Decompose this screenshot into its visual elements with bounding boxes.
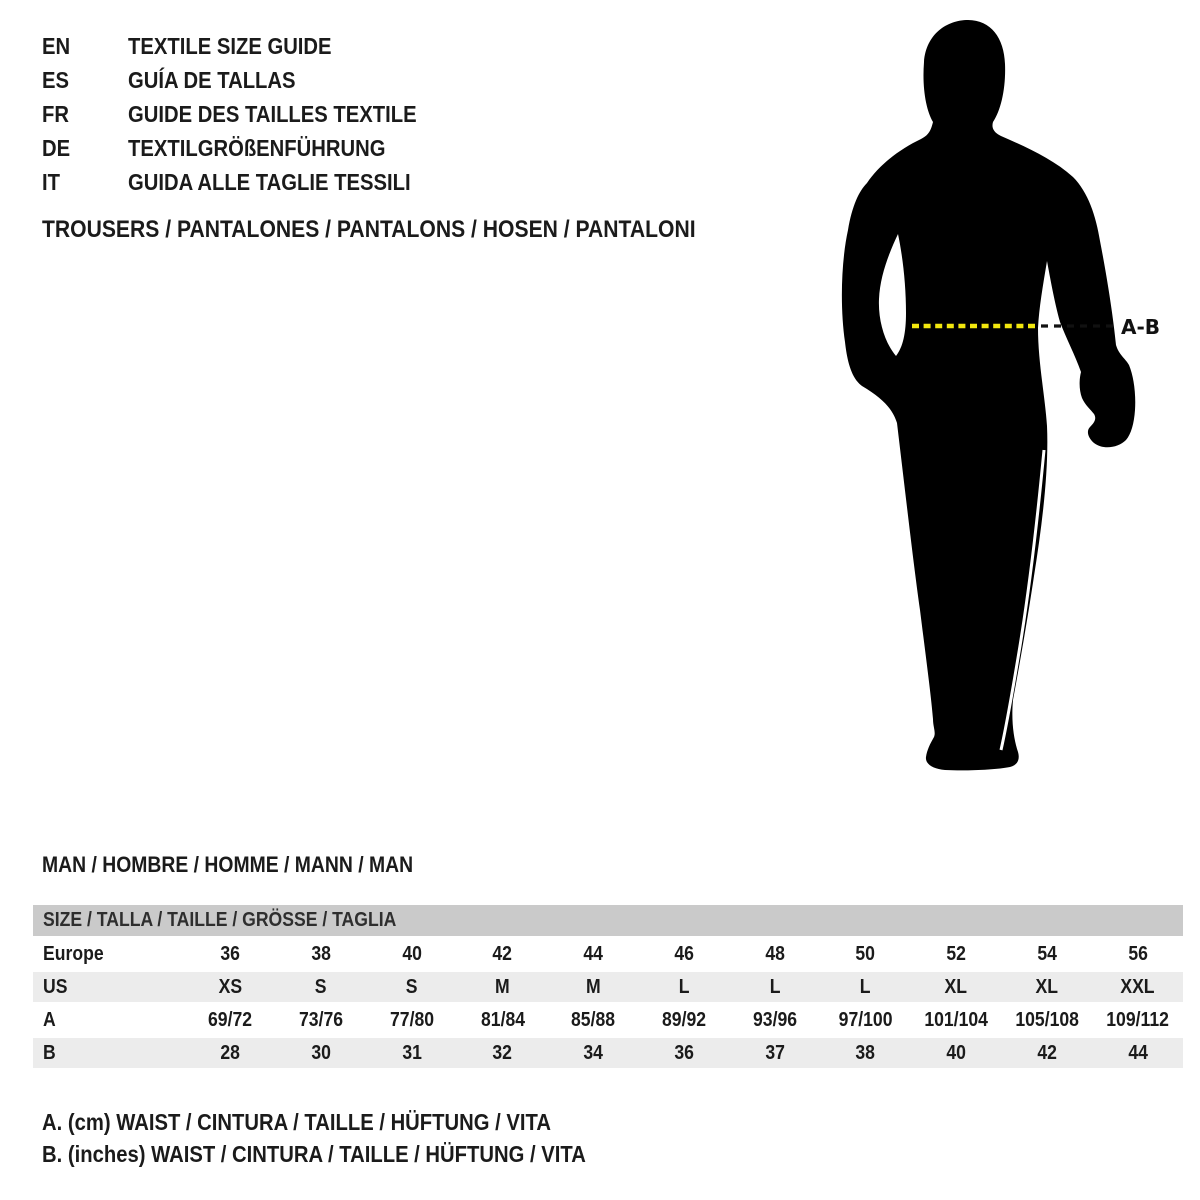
- table-row: [33, 972, 1183, 1002]
- table-cell: [1002, 943, 1093, 966]
- table-cell-value: 89/92: [662, 1008, 707, 1031]
- category-heading: [42, 215, 785, 245]
- table-cell-value: 56: [1127, 942, 1148, 965]
- table-cell-value: M: [495, 975, 510, 998]
- table-cell: [276, 976, 367, 999]
- table-cell: [548, 943, 639, 966]
- table-cell: [185, 943, 276, 966]
- row-label-cell: [33, 1009, 185, 1032]
- table-cell: [457, 1009, 548, 1032]
- row-label-cell: [33, 943, 185, 966]
- table-cell: [1002, 1009, 1093, 1032]
- table-cell-value: 48: [764, 942, 785, 965]
- table-cell-value: 36: [220, 942, 241, 965]
- table-cell: [548, 1042, 639, 1065]
- body-silhouette-figure: [820, 0, 1200, 800]
- table-cell-value: XL: [1035, 975, 1059, 998]
- table-row: [33, 1038, 1183, 1068]
- size-table-body: [33, 939, 1183, 1068]
- table-cell-value: 31: [402, 1041, 422, 1064]
- guide-title: GUIDA ALLE TAGLIE TESSILI: [128, 168, 411, 195]
- row-label-cell: [33, 976, 185, 999]
- table-cell-value: 85/88: [571, 1008, 616, 1031]
- table-cell: [457, 943, 548, 966]
- table-cell-value: 69/72: [208, 1008, 253, 1031]
- table-cell-value: 36: [674, 1041, 694, 1064]
- table-cell-value: 38: [311, 942, 331, 965]
- table-cell: [548, 1009, 639, 1032]
- table-cell: [1092, 943, 1183, 966]
- table-cell: [820, 1009, 911, 1032]
- table-row: [33, 939, 1183, 969]
- table-cell-value: 73/76: [299, 1008, 344, 1031]
- table-cell: [1002, 976, 1093, 999]
- row-label: Europe: [43, 942, 104, 965]
- table-cell-value: 32: [492, 1041, 513, 1064]
- guide-title: TEXTILGRÖßENFÜHRUNG: [128, 134, 386, 161]
- table-cell-value: 42: [492, 942, 513, 965]
- table-cell: [366, 1009, 457, 1032]
- table-cell-value: L: [860, 975, 871, 998]
- table-cell: [457, 976, 548, 999]
- table-cell: [366, 976, 457, 999]
- table-cell-value: 38: [855, 1041, 876, 1064]
- gender-heading: [42, 851, 464, 879]
- man-silhouette: [842, 20, 1135, 770]
- table-cell: [911, 1042, 1002, 1065]
- table-cell-value: 42: [1037, 1041, 1057, 1064]
- table-cell: [729, 943, 820, 966]
- guide-title: TEXTILE SIZE GUIDE: [128, 32, 332, 59]
- language-row: [42, 63, 456, 97]
- table-cell-value: M: [585, 975, 601, 998]
- table-cell: [276, 943, 367, 966]
- table-cell-value: 54: [1037, 942, 1057, 965]
- table-cell-value: 30: [311, 1041, 331, 1064]
- table-cell-value: 40: [946, 1041, 967, 1064]
- table-cell: [366, 943, 457, 966]
- table-cell: [639, 976, 730, 999]
- table-cell-value: XS: [218, 975, 243, 998]
- measure-label: A-B: [1121, 315, 1161, 339]
- table-cell-value: 77/80: [389, 1008, 434, 1031]
- table-cell-value: 37: [764, 1041, 785, 1064]
- table-cell: [548, 976, 639, 999]
- table-cell-value: 52: [946, 942, 967, 965]
- table-cell-value: 50: [855, 942, 876, 965]
- table-cell: [1092, 976, 1183, 999]
- table-cell: [820, 1042, 911, 1065]
- footnote-text: A. (cm) WAIST / CINTURA / TAILLE / HÜFTUNG / VITA: [42, 1108, 551, 1135]
- table-cell-value: 28: [220, 1041, 241, 1064]
- table-cell: [911, 976, 1002, 999]
- table-cell: [366, 1042, 457, 1065]
- table-cell-value: 40: [402, 942, 422, 965]
- table-cell: [1092, 1042, 1183, 1065]
- table-cell: [639, 1009, 730, 1032]
- row-label: B: [43, 1041, 56, 1064]
- table-cell-value: 105/108: [1015, 1008, 1079, 1031]
- table-cell-value: 97/100: [838, 1008, 893, 1031]
- table-cell-value: S: [315, 975, 327, 998]
- language-row: [42, 165, 456, 199]
- size-table: [33, 905, 1183, 1068]
- table-cell: [911, 1009, 1002, 1032]
- table-cell: [185, 1009, 276, 1032]
- table-cell: [1092, 1009, 1183, 1032]
- guide-title: GUÍA DE TALLAS: [128, 66, 296, 93]
- row-label-cell: [33, 1042, 185, 1065]
- table-cell: [820, 976, 911, 999]
- table-cell: [820, 943, 911, 966]
- footnote: [42, 1138, 660, 1170]
- language-row: [42, 29, 456, 63]
- footnote: [42, 1106, 660, 1138]
- table-cell: [729, 976, 820, 999]
- table-cell: [729, 1009, 820, 1032]
- table-cell-value: 34: [583, 1041, 604, 1064]
- table-cell-value: 81/84: [480, 1008, 525, 1031]
- table-cell: [457, 1042, 548, 1065]
- row-values: [185, 976, 1183, 999]
- language-code: IT: [42, 168, 60, 195]
- language-code: EN: [42, 32, 71, 59]
- language-guide-list: [42, 29, 456, 199]
- table-cell: [185, 976, 276, 999]
- silhouette-svg: [820, 0, 1200, 800]
- table-cell: [185, 1042, 276, 1065]
- language-row: [42, 97, 456, 131]
- table-cell: [639, 943, 730, 966]
- table-cell: [276, 1009, 367, 1032]
- table-cell-value: XL: [944, 975, 968, 998]
- row-values: [185, 1042, 1183, 1065]
- table-cell: [276, 1042, 367, 1065]
- table-cell-value: 46: [674, 942, 694, 965]
- table-cell-value: 44: [1127, 1041, 1148, 1064]
- table-cell: [729, 1042, 820, 1065]
- table-cell-value: 44: [583, 942, 604, 965]
- guide-title: GUIDE DES TAILLES TEXTILE: [128, 100, 417, 127]
- table-cell-value: 101/104: [924, 1008, 989, 1031]
- row-values: [185, 1009, 1183, 1032]
- table-cell-value: XXL: [1120, 975, 1155, 998]
- language-code: ES: [42, 66, 70, 93]
- table-cell-value: 93/96: [752, 1008, 797, 1031]
- row-label: A: [43, 1008, 56, 1031]
- size-table-header-text: SIZE / TALLA / TAILLE / GRÖSSE / TAGLIA: [43, 909, 397, 931]
- footnote-text: B. (inches) WAIST / CINTURA / TAILLE / HÜFTUNG / VITA: [42, 1140, 586, 1167]
- row-label: US: [43, 975, 68, 998]
- category-heading-text: TROUSERS / PANTALONES / PANTALONS / HOSEN / PANTALONI: [42, 216, 696, 243]
- size-table-header: [33, 905, 1183, 936]
- language-row: [42, 131, 456, 165]
- gender-heading-text: MAN / HOMBRE / HOMME / MANN / MAN: [42, 852, 414, 877]
- table-cell: [639, 1042, 730, 1065]
- table-cell: [911, 943, 1002, 966]
- table-row: [33, 1005, 1183, 1035]
- row-values: [185, 943, 1183, 966]
- language-code: FR: [42, 100, 69, 127]
- table-cell: [1002, 1042, 1093, 1065]
- table-cell-value: S: [405, 975, 418, 998]
- table-cell-value: L: [678, 975, 690, 998]
- table-cell-value: 109/112: [1106, 1008, 1170, 1031]
- footnotes: [42, 1106, 660, 1170]
- language-code: DE: [42, 134, 71, 161]
- table-cell-value: L: [769, 975, 781, 998]
